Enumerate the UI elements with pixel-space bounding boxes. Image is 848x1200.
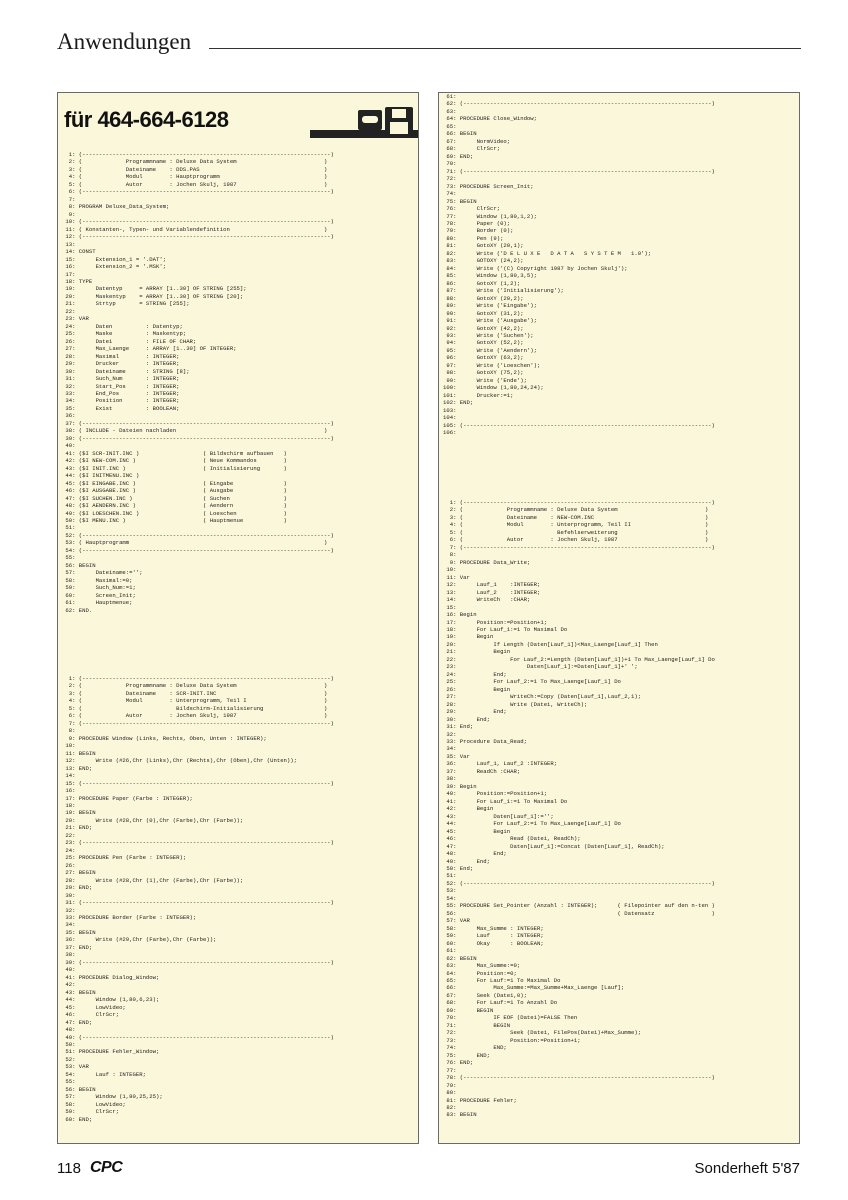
page-header (57, 28, 801, 58)
listing-scr-init-continued: 61: 62: (--------------------------------------------------------------------------) 63: 64: PROCEDURE Close_Window; 65: 66: BEGIN 67: NormVideo; 68: ClrScr; 69: END; 70: 71: (--------------------------------------------------------------------------) 72: 73: PROCEDURE Screen_Init; 74: 75: BEGIN 76: ClrScr; 77: Window (1,80,1,2); 78: Paper (0); 79: Border (0); 80: Pen (9); 81: GotoXY (20,1); 82: Write ('D E L U X E D A T A S Y S T E M 1.0'); 83: GOTOXY (24,2); 84: Write ('(C) Copyright 1987 by Jochen Skulj'); 85: Window (1,80,3,5); 86: GotoXY (1,2); 87: Write ('Initialisierung'); 88: GotoXY (20,2); 89: Write ('Eingabe'); 90: GotoXY (31,2); 91: Write ('Ausgabe'); 92: GotoXY (42,2); 93: Write ('Suchen'); 94: GotoXY (52,2); 95: Write ('Aendern'); 96: GotoXY (63,2); 97: Write ('Loeschen'); 98: GotoXY (75,2); 99: Write ('Ende'); 100: Window (1,80,24,24); 101: Drucker:=1; 102: END; 103: 104: 105: (--------------------------------------------------------------------------) 106: (443, 93, 715, 437)
page-number: 118 (57, 1160, 81, 1177)
listing-main-program: 1: (--------------------------------------------------------------------------) 2: ( Programmname : Deluxe Data System ) 3: ( Dateiname : DDS.PAS ) 4: ( Modul : Hauptprogramm ) 5: ( Autor : Jochen Skulj, 1987 ) 6: (--------------------------------------------------------------------------) 7: 8: PROGRAM Deluxe_Data_System; 9: 10: (--------------------------------------------------------------------------) 11: ( Konstanten-, Typen- und Variablendefinition ) 12: (--------------------------------------------------------------------------) 13: 14: CONST 15: Extension_1 = '.DAT'; 16: Extension_2 = '.MSK'; 17: 18: TYPE 19: Datentyp = ARRAY [1..30] OF STRING [255]; 20: Maskentyp = ARRAY [1..30] OF STRING [20]; 21: Strtyp = STRING [255]; 22: 23: VAR 24: Daten : Datentyp; 25: Maske : Maskentyp; 26: Datei : FILE OF CHAR; 27: Max_Laenge : ARRAY [1..30] OF INTEGER; 28: Maximal : INTEGER; 29: Drucker : INTEGER; 30: Dateiname : STRING [8]; 31: Such_Num : INTEGER; 32: Start_Pos : INTEGER; 33: End_Pos : INTEGER; 34: Position : INTEGER; 35: Exist : BOOLEAN; 36: 37: (--------------------------------------------------------------------------) 38: ( INCLUDE - Dateien nachladen ) 39: (--------------------------------------------------------------------------) 40: 41: ($I SCR-INIT.INC ) ( Bildschirm aufbauen ) 42: ($I NEW-COM.INC ) ( Neue Kommandos ) 43: ($I INIT.INC ) ( Initialisierung ) 44: ($I INITMENU.INC ) 45: ($I EINGABE.INC ) ( Eingabe ) 46: ($I AUSGABE.INC ) ( Ausgabe ) 47: ($I SUCHEN.INC ) ( Suchen ) 48: ($I AENDERN.INC ) ( Aendern ) 49: ($I LOESCHEN.INC ) ( Loeschen ) 50: ($I MENU.INC ) ( Hauptmenue ) 51: 52: (--------------------------------------------------------------------------) 53: ( Hauptprogramm ) 54: (--------------------------------------------------------------------------) 55: 56: BEGIN 57: Dateiname:=''; 58: Maximal:=0; 59: Such_Num:=1; 60: Screen_Init; 61: Hauptmenue; 62: END. (65, 151, 334, 614)
platform-banner (58, 93, 419, 145)
cassette-icon (358, 110, 382, 130)
section-title: Anwendungen (57, 29, 192, 54)
platform-banner-text: für 464-664-6128 (64, 107, 229, 132)
cpc-logo: CPC (90, 1159, 123, 1176)
floppy-disk-icon (385, 107, 413, 137)
listing-panel-right (438, 92, 800, 1144)
header-rule (209, 48, 801, 49)
listing-new-com: 1: (--------------------------------------------------------------------------) 2: ( Programmname : Deluxe Data System ) 3: ( Dateiname : NEW-COM.INC ) 4: ( Modul : Unterprogramm, Teil II ) 5: ( Befehlserweiterung ) 6: ( Autor : Jochen Skulj, 1987 ) 7: (--------------------------------------------------------------------------) 8: 9: PROCEDURE Data_Write; 10: 11: Var 12: Lauf_1 :INTEGER; 13: Lauf_2 :INTEGER; 14: WriteCh :CHAR; 15: 16: Begin 17: Position:=Position+1; 18: For Lauf_1:=1 To Maximal Do 19: Begin 20: If Length (Daten[Lauf_1])<Max_Laenge[Lauf_1] Then 21: Begin 22: For Lauf_2:=Length (Daten[Lauf_1])+1 To Max_Laenge[Lauf_1] Do 23: Daten[Lauf_1]:=Daten[Lauf_1]+' '; 24: End; 25: For Lauf_2:=1 To Max_Laenge[Lauf_1] Do 26: Begin 27: WriteCh:=Copy (Daten[Lauf_1],Lauf_2,1); 28: Write (Datei, WriteCh); 29: End; 30: End; 31: End; 32: 33: Procedure Data_Read; 34: 35: Var 36: Lauf_1, Lauf_2 :INTEGER; 37: ReadCh :CHAR; 38: 39: Begin 40: Position:=Position+1; 41: For Lauf_1:=1 To Maximal Do 42: Begin 43: Daten[Lauf_1]:=''; 44: For Lauf_2:=1 To Max_Laenge[Lauf_1] Do 45: Begin 46: Read (Datei, ReadCh); 47: Daten[Lauf_1]:=Concat (Daten[Lauf_1], ReadCh); 48: End; 49: End; 50: End; 51: 52: (--------------------------------------------------------------------------) 53: 54: 55: PROCEDURE Set_Pointer (Anzahl : INTEGER); ( Filepointer auf den n-ten ) 56: ( Datensatz ) 57: VAR 58: Max_Summe : INTEGER; 59: Lauf : INTEGER; 60: Okay : BOOLEAN; 61: 62: BEGIN 63: Max_Summe:=0; 64: Position:=0; 65: For Lauf:=1 To Maximal Do 66: Max_Summe:=Max_Summe+Max_Laenge [Lauf]; 67: Seek (Datei,0); 68: For Lauf:=1 To Anzahl Do 69: BEGIN 70: IF EOF (Datei)=FALSE Then 71: BEGIN 72: Seek (Datei, FilePos(Datei)+Max_Summe); 73: Position:=Position+1; 74: END; 75: END; 76: END; 77: 78: (--------------------------------------------------------------------------) 79: 80: 81: PROCEDURE Fehler; 82: 83: BEGIN (446, 499, 715, 1119)
listing-scr-init: 1: (--------------------------------------------------------------------------) 2: ( Programmname : Deluxe Data System ) 3: ( Dateiname : SCR-INIT.INC ) 4: ( Modul : Unterprogramm, Teil I ) 5: ( Bildschirm-Initialisierung ) 6: ( Autor : Jochen Skulj, 1987 ) 7: (--------------------------------------------------------------------------) 8: 9: PROCEDURE Window (Links, Rechts, Oben, Unten : INTEGER); 10: 11: BEGIN 12: Write (#26,Chr (Links),Chr (Rechts),Chr (Oben),Chr (Unten)); 13: END; 14: 15: (--------------------------------------------------------------------------) 16: 17: PROCEDURE Paper (Farbe : INTEGER); 18: 19: BEGIN 20: Write (#28,Chr (0),Chr (Farbe),Chr (Farbe)); 21: END; 22: 23: (--------------------------------------------------------------------------) 24: 25: PROCEDURE Pen (Farbe : INTEGER); 26: 27: BEGIN 28: Write (#28,Chr (1),Chr (Farbe),Chr (Farbe)); 29: END; 30: 31: (--------------------------------------------------------------------------) 32: 33: PROCEDURE Border (Farbe : INTEGER); 34: 35: BEGIN 36: Write (#29,Chr (Farbe),Chr (Farbe)); 37: END; 38: 39: (--------------------------------------------------------------------------) 40: 41: PROCEDURE Dialog_Window; 42: 43: BEGIN 44: Window (1,80,6,23); 45: LowVideo; 46: ClrScr; 47: END; 48: 49: (--------------------------------------------------------------------------) 50: 51: PROCEDURE Fehler_Window; 52: 53: VAR 54: Lauf : INTEGER; 55: 56: BEGIN 57: Window (1,80,25,25); 58: LowVideo; 59: ClrScr; 60: END; (65, 675, 334, 1123)
listing-panel-left (57, 92, 419, 1144)
issue-label: Sonderheft 5'87 (694, 1160, 800, 1177)
